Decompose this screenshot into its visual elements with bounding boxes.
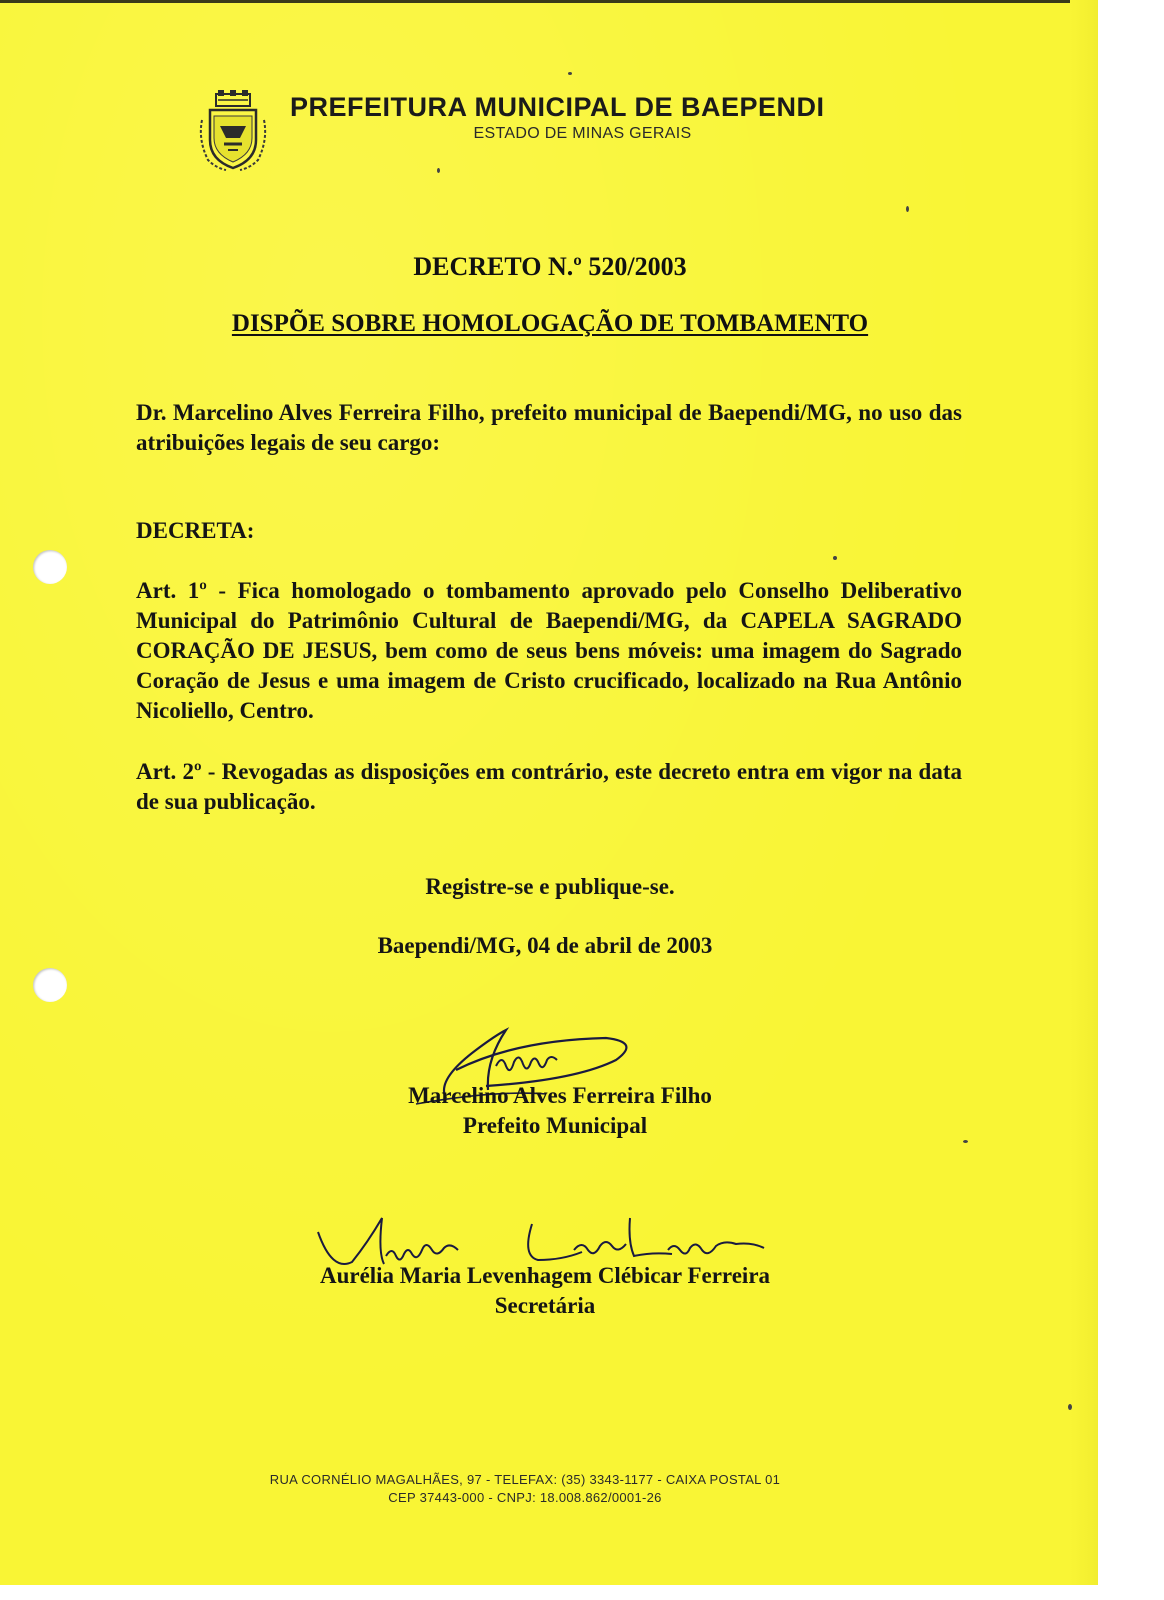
- scan-speck: [1068, 1404, 1072, 1410]
- article-2-paragraph: Art. 2º - Revogadas as disposições em contrário, este decreto entra em vigor na data de sua publicação.: [136, 759, 962, 814]
- punch-hole: [33, 968, 67, 1002]
- municipality-title: PREFEITURA MUNICIPAL DE BAEPENDI: [290, 92, 825, 122]
- scan-margin: [1098, 0, 1164, 1600]
- mayor-name: Marcelino Alves Ferreira Filho: [408, 1083, 712, 1108]
- footer-registration: CEP 37443-000 - CNPJ: 18.008.862/0001-26: [388, 1490, 662, 1505]
- scan-speck: [568, 72, 572, 75]
- article-1-paragraph: Art. 1º - Fica homologado o tombamento aprovado pelo Conselho Deliberativo Municipal do Patrimônio Cultural de Baependi/MG, da CAPELA SAGRADO CORAÇÃO DE JESUS, bem como de seus bens móveis: uma imagem do Sagrado Coração de Jesus e uma imagem de Cristo crucificado, localizado na Rua Antônio Nicoliello, Centro.: [136, 578, 962, 723]
- footer-address: RUA CORNÉLIO MAGALHÃES, 97 - TELEFAX: (35) 3343-1177 - CAIXA POSTAL 01: [269, 1472, 781, 1487]
- punch-hole: [33, 550, 67, 584]
- decree-title: [0, 310, 1098, 338]
- mayor-title: Prefeito Municipal: [462, 1113, 648, 1138]
- decreta-label: DECRETA:: [136, 518, 255, 543]
- closing-formula: Registre-se e publique-se.: [425, 874, 675, 899]
- preamble-paragraph: Dr. Marcelino Alves Ferreira Filho, prefeito municipal de Baependi/MG, no uso das atribuições legais de seu cargo:: [136, 400, 962, 455]
- scan-speck: [437, 168, 440, 173]
- page-fold-shadow: [1070, 0, 1098, 1585]
- state-subtitle: ESTADO DE MINAS GERAIS: [473, 125, 692, 142]
- secretary-name: Aurélia Maria Levenhagem Clébicar Ferreira: [319, 1263, 771, 1288]
- scan-speck: [906, 206, 909, 212]
- page-top-border: [0, 0, 1098, 3]
- decree-title-text: DISPÕE SOBRE HOMOLOGAÇÃO DE TOMBAMENTO: [231, 310, 869, 337]
- scan-speck: [963, 1140, 968, 1143]
- decree-number: DECRETO N.º 520/2003: [413, 252, 687, 281]
- place-and-date: Baependi/MG, 04 de abril de 2003: [377, 933, 713, 958]
- scan-speck: [833, 556, 837, 560]
- secretary-title: Secretária: [494, 1293, 596, 1318]
- municipal-coat-of-arms-icon: [196, 90, 270, 174]
